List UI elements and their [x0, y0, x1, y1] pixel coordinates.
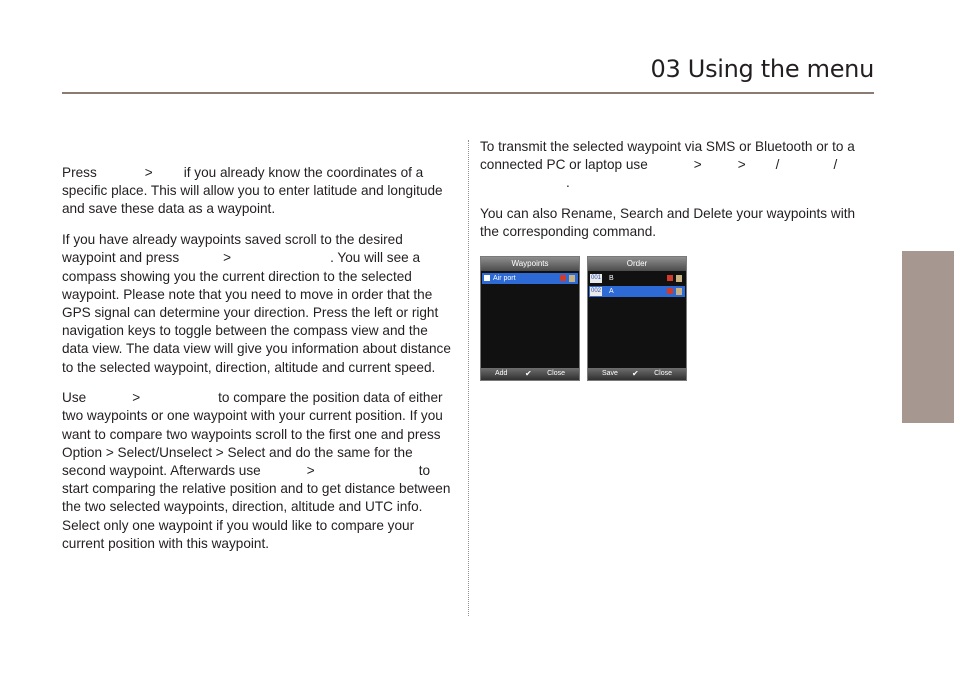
item-label: Air port	[493, 275, 516, 282]
text-body: to start comparing the relative position and to get distance between the two selected waypoints, direction, altitude and UTC info. Select only one waypoint if you would like to compare your current position with this waypoint.	[62, 463, 451, 551]
text-body: if you already know the coordinates of a specific place. This will allow you to enter latitude and longitude and save these data as a waypoint.	[62, 165, 443, 217]
right-column	[480, 138, 860, 254]
paragraph-transmit	[480, 138, 860, 193]
list-item	[589, 273, 685, 284]
waypoints-screen	[480, 256, 580, 381]
storage-icon	[676, 275, 682, 282]
storage-icon	[676, 288, 682, 295]
text-separator: >	[693, 157, 702, 173]
text-use: Use	[62, 390, 87, 406]
storage-icon	[569, 275, 575, 282]
item-number: 001	[591, 275, 602, 281]
paragraph-navigate	[62, 231, 454, 377]
text-separator: >	[144, 165, 153, 180]
page-title: 03 Using the menu	[650, 55, 874, 83]
header-rule	[62, 92, 874, 94]
text-body: . You will see a compass showing you the current direction to the selected waypoint. Please note that you need to move in order that the GPS signal can determine your direction. Press the left or right navigation keys to toggle between the compass view and the data view. The data view will give you information about distance to the selected waypoint, direction, altitude and current speed.	[62, 250, 451, 375]
paragraph-compare	[62, 389, 454, 553]
paragraph-rename: You can also Rename, Search and Delete your waypoints with the corresponding command.	[480, 206, 856, 240]
flag-icon	[667, 288, 673, 294]
softkey-bar	[481, 368, 579, 380]
softkey-bar	[588, 368, 686, 380]
text-body: To transmit the selected waypoint via SMS or Bluetooth or to a connected PC or laptop use	[480, 139, 855, 173]
text-separator: >	[132, 390, 141, 406]
text-body: to compare the position data of either two waypoints or one waypoint with your current position. If you want to compare two waypoints scroll to the first one and press Option > Select/Unselect > Select and do the same for the second waypoint. Afterwards use	[62, 390, 443, 479]
text-separator: >	[223, 250, 232, 266]
softkey-left: Save	[602, 370, 618, 377]
check-icon: ✔	[525, 369, 532, 378]
softkey-right: Close	[547, 370, 565, 377]
left-column	[62, 164, 454, 566]
paragraph-enter-coordinates	[62, 164, 454, 219]
text-press: Press	[62, 165, 97, 180]
text-period: .	[566, 175, 570, 191]
text-separator: /	[775, 157, 780, 173]
softkey-right: Close	[654, 370, 672, 377]
screen-title: Waypoints	[481, 257, 579, 271]
chapter-tab	[902, 251, 954, 423]
text-body: If you have already waypoints saved scroll to the desired waypoint and press	[62, 232, 403, 266]
checkbox-icon	[484, 275, 490, 281]
column-divider	[468, 140, 469, 616]
softkey-left: Add	[495, 370, 508, 377]
order-screen	[587, 256, 687, 381]
text-separator: >	[737, 157, 746, 173]
flag-icon	[560, 275, 566, 281]
text-separator: /	[833, 157, 838, 173]
item-number: 002	[591, 288, 602, 294]
item-label: B	[609, 275, 614, 282]
screen-title: Order	[588, 257, 686, 271]
flag-icon	[667, 275, 673, 281]
list-item	[589, 286, 685, 297]
list-item	[482, 273, 578, 284]
check-icon: ✔	[632, 369, 639, 378]
text-separator: >	[306, 463, 315, 479]
item-label: A	[609, 288, 614, 295]
